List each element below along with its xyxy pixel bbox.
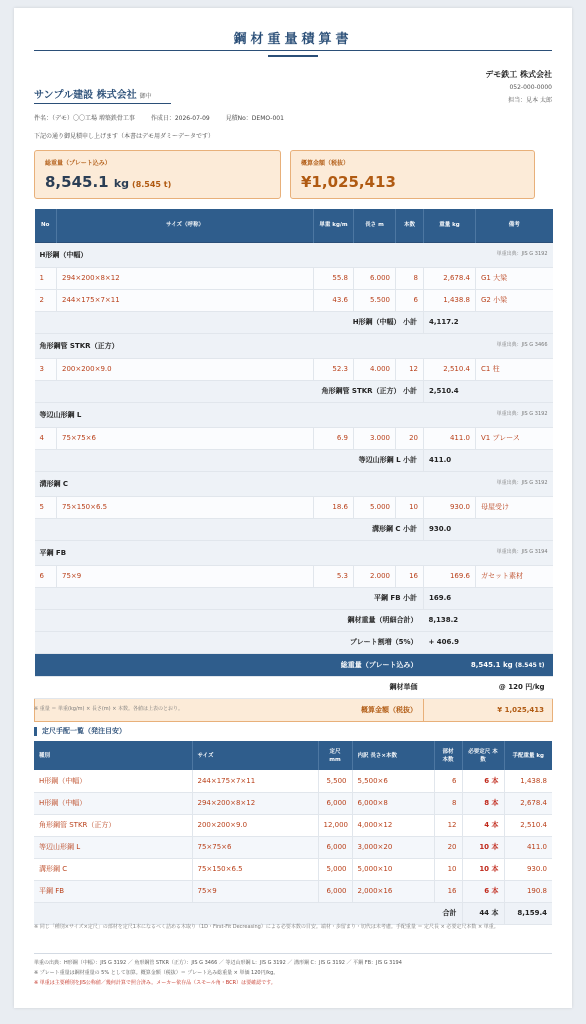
table-row [34, 836, 552, 858]
cth-std: 定尺 mm [318, 741, 352, 770]
document-title: 鋼材重量積算書 [233, 32, 353, 47]
cell-note: C1 柱 [476, 358, 553, 380]
cell-unit-weight: 6.9 [314, 427, 354, 449]
cut-cell-type: 溝形鋼 C [34, 858, 192, 880]
intro-text: 下記の通り御見積申し上げます（本書はデモ用ダミーデータです） [34, 133, 215, 140]
grand-total-row [35, 653, 553, 676]
cth-type: 種別 [34, 741, 192, 770]
subtotal-value: 930.0 [424, 518, 553, 540]
cut-cell-weight: 2,510.4 [504, 814, 552, 836]
group-name: H形鋼（中幅） [39, 250, 88, 259]
subtotal-row [35, 380, 553, 402]
group-header [35, 471, 553, 496]
subtotal-label: 角形鋼管 STKR（正方） 小計 [35, 380, 424, 402]
cell-qty: 12 [396, 358, 424, 380]
cell-size: 75×75×6 [57, 427, 314, 449]
subtotal-value: 411.0 [424, 449, 553, 471]
th-weight: 重量 kg [424, 209, 476, 242]
table-row [35, 565, 553, 587]
kpi-price-label: 概算金額（税抜） [301, 160, 350, 167]
cth-breakdown: 内訳 長さ×本数 [352, 741, 434, 770]
kpi-price-value: ¥1,025,413 [301, 173, 396, 191]
client-rule [34, 103, 171, 104]
material-total-value: 8,138.2 [424, 609, 553, 631]
table-row [35, 358, 553, 380]
subtotal-label: 溝形鋼 C 小計 [35, 518, 424, 540]
subtotal-label: 等辺山形鋼 L 小計 [35, 449, 424, 471]
th-no: No [35, 209, 57, 242]
cut-cell-weight: 930.0 [504, 858, 552, 880]
cell-size: 244×175×7×11 [57, 289, 314, 311]
material-total-label: 鋼材重量（明細合計） [35, 609, 424, 631]
cut-cell-need: 10 本 [462, 836, 504, 858]
table-row [34, 880, 552, 902]
cell-no: 1 [35, 267, 57, 289]
cell-length: 5.500 [354, 289, 396, 311]
cell-unit-weight: 43.6 [314, 289, 354, 311]
cut-total-label: 合計 [34, 902, 462, 924]
cut-cell-need: 6 本 [462, 880, 504, 902]
cell-size: 200×200×9.0 [57, 358, 314, 380]
th-size: サイズ（呼称） [57, 209, 314, 242]
table-row [35, 289, 553, 311]
subtotal-value: 4,117.2 [424, 311, 553, 333]
table-row [34, 858, 552, 880]
client-name [34, 86, 152, 101]
cut-note: ※ 同じ「種別×サイズ×定尺」の部材を定尺1本になるべく詰める木取り（1D・First-Fit Decreasing）による必要本数の目安。端材・歩留まり・切代は未考慮。手配重量 ＝ 定尺長 × 必要定尺本数 × 単重。 [34, 924, 499, 930]
cut-cell-std: 6,000 [318, 792, 352, 814]
group-header [35, 242, 553, 267]
group-name: 角形鋼管 STKR（正方） [39, 341, 119, 350]
cell-no: 3 [35, 358, 57, 380]
kpi-weight-number: 8,545.1 [45, 173, 109, 191]
cut-cell-weight: 2,678.4 [504, 792, 552, 814]
vendor-block [485, 68, 552, 107]
cell-weight: 1,438.8 [424, 289, 476, 311]
cut-total-row [34, 902, 552, 924]
cell-weight: 2,678.4 [424, 267, 476, 289]
cell-weight: 411.0 [424, 427, 476, 449]
meta-line [34, 113, 298, 122]
price-label: 概算金額（税抜） [35, 698, 424, 721]
meta-date: 作成日：2026-07-09 [150, 115, 210, 122]
cell-size: 75×9 [57, 565, 314, 587]
plate-value: + 406.9 [424, 631, 553, 653]
cut-cell-std: 12,000 [318, 814, 352, 836]
group-name: 溝形鋼 C [39, 479, 69, 488]
cut-cell-parts: 6 [434, 770, 462, 792]
cth-weight: 手配重量 kg [504, 741, 552, 770]
kpi-price [290, 150, 535, 199]
table-row [35, 267, 553, 289]
cut-cell-std: 6,000 [318, 836, 352, 858]
group-name: 等辺山形鋼 L [39, 410, 82, 419]
cut-total-need: 44 本 [462, 902, 504, 924]
cth-parts: 部材 本数 [434, 741, 462, 770]
client-name-text: サンプル建設 株式会社 [34, 90, 137, 101]
group-header [35, 402, 553, 427]
cut-cell-size: 294×200×8×12 [192, 792, 318, 814]
material-total-row [35, 609, 553, 631]
meta-number: 見積No：DEMO-001 [225, 115, 284, 122]
group-standard: 単重出典：JIS G 3194 [496, 548, 548, 555]
price-value: ¥ 1,025,413 [424, 698, 553, 721]
cell-unit-weight: 55.8 [314, 267, 354, 289]
cut-cell-breakdown: 5,500×6 [352, 770, 434, 792]
title-rule [34, 50, 552, 51]
unit-price-row [35, 676, 553, 698]
group-header [35, 333, 553, 358]
cut-cell-breakdown: 4,000×12 [352, 814, 434, 836]
footer-notes [34, 958, 552, 988]
subtotal-row [35, 449, 553, 471]
grand-total-label: 総重量（プレート込み） [35, 653, 424, 676]
subtotal-label: H形鋼（中幅） 小計 [35, 311, 424, 333]
client-honorific: 御中 [139, 93, 152, 100]
kpi-weight-value [45, 173, 270, 191]
footer-line-3: ※ 単重は主要種別をJIS公称値／幾何計算で照合済み。メーカー依存品（スモール角・BCR）は要確認です。 [34, 980, 276, 986]
cell-note: ガセット素材 [476, 565, 553, 587]
grand-total-sub: (8.545 t) [515, 661, 545, 669]
cut-cell-parts: 20 [434, 836, 462, 858]
table-row [35, 496, 553, 518]
weight-table-header [35, 209, 553, 242]
th-qty: 本数 [396, 209, 424, 242]
cut-cell-breakdown: 3,000×20 [352, 836, 434, 858]
cell-no: 5 [35, 496, 57, 518]
cell-length: 3.000 [354, 427, 396, 449]
cth-need: 必要定尺 本数 [462, 741, 504, 770]
cell-weight: 2,510.4 [424, 358, 476, 380]
unit-price-value: @ 120 円/kg [424, 676, 553, 698]
cut-cell-type: 等辺山形鋼 L [34, 836, 192, 858]
grand-total-cell [424, 653, 553, 676]
cell-unit-weight: 5.3 [314, 565, 354, 587]
table-row [34, 770, 552, 792]
cell-no: 2 [35, 289, 57, 311]
cell-note: V1 ブレース [476, 427, 553, 449]
kpi-total-weight [34, 150, 281, 199]
unit-price-label: 鋼材単価 [35, 676, 424, 698]
cell-qty: 6 [396, 289, 424, 311]
cut-cell-parts: 8 [434, 792, 462, 814]
group-header-row [35, 471, 553, 496]
cut-cell-weight: 190.8 [504, 880, 552, 902]
footer-rule [34, 953, 552, 954]
cell-no: 6 [35, 565, 57, 587]
footer-line-1: 単重の出典：H形鋼（中幅）：JIS G 3192 ／ 角形鋼管 STKR（正方）：JIS G 3466 ／ 等辺山形鋼 L：JIS G 3192 ／ 溝形鋼 C：JIS G 3192 ／ 平鋼 FB：JIS G 3194 [34, 960, 402, 966]
cut-cell-std: 6,000 [318, 880, 352, 902]
vendor-contact: 担当：見本 太郎 [508, 97, 552, 104]
grand-total-value: 8,545.1 kg [470, 660, 513, 669]
cut-table [34, 741, 552, 925]
plate-label: プレート割増（5%） [35, 631, 424, 653]
group-standard: 単重出典：JIS G 3466 [496, 341, 548, 348]
cut-cell-need: 10 本 [462, 858, 504, 880]
cth-size: サイズ [192, 741, 318, 770]
cut-cell-breakdown: 5,000×10 [352, 858, 434, 880]
cell-qty: 10 [396, 496, 424, 518]
cell-no: 4 [35, 427, 57, 449]
cut-cell-type: H形鋼（中幅） [34, 770, 192, 792]
cut-cell-type: 平鋼 FB [34, 880, 192, 902]
group-standard: 単重出典：JIS G 3192 [496, 410, 548, 417]
cell-qty: 16 [396, 565, 424, 587]
cell-length: 5.000 [354, 496, 396, 518]
table-row [34, 792, 552, 814]
cell-unit-weight: 52.3 [314, 358, 354, 380]
cell-size: 75×150×6.5 [57, 496, 314, 518]
cell-length: 4.000 [354, 358, 396, 380]
subtotal-label: 平鋼 FB 小計 [35, 587, 424, 609]
cut-cell-breakdown: 6,000×8 [352, 792, 434, 814]
cut-cell-size: 75×150×6.5 [192, 858, 318, 880]
cell-weight: 169.6 [424, 565, 476, 587]
group-name: 平鋼 FB [39, 548, 67, 557]
subtotal-row [35, 311, 553, 333]
cut-cell-type: H形鋼（中幅） [34, 792, 192, 814]
cell-length: 2.000 [354, 565, 396, 587]
cut-cell-size: 75×75×6 [192, 836, 318, 858]
cell-size: 294×200×8×12 [57, 267, 314, 289]
table-row [34, 814, 552, 836]
cell-note: G1 大梁 [476, 267, 553, 289]
group-standard: 単重出典：JIS G 3192 [496, 479, 548, 486]
group-header-row [35, 242, 553, 267]
cell-note: 母屋受け [476, 496, 553, 518]
th-length: 長さ m [354, 209, 396, 242]
meta-subject: 件名：（デモ）〇〇工場 増築鉄骨工事 [34, 115, 135, 122]
table-row [35, 427, 553, 449]
cell-qty: 8 [396, 267, 424, 289]
group-header-row [35, 402, 553, 427]
th-note: 備考 [476, 209, 553, 242]
kpi-weight-label: 総重量（プレート込み） [45, 160, 111, 167]
weight-note: ※ 重量 ＝ 単重(kg/m) × 長さ(m) × 本数。各値は上表のとおり。 [34, 706, 183, 712]
cell-weight: 930.0 [424, 496, 476, 518]
cut-cell-need: 8 本 [462, 792, 504, 814]
cut-cell-parts: 10 [434, 858, 462, 880]
cut-cell-need: 4 本 [462, 814, 504, 836]
vendor-name: デモ鉄工 株式会社 [485, 70, 552, 79]
cut-cell-weight: 411.0 [504, 836, 552, 858]
cut-cell-weight: 1,438.8 [504, 770, 552, 792]
group-header-row [35, 540, 553, 565]
subtotal-value: 169.6 [424, 587, 553, 609]
footer-line-2: ※ プレート重量は鋼材重量の 5% として加算。概算金額（税抜）＝ プレート込み総重量 × 単価 120円/kg。 [34, 970, 279, 976]
cut-total-weight: 8,159.4 [504, 902, 552, 924]
cell-note: G2 小梁 [476, 289, 553, 311]
group-standard: 単重出典：JIS G 3192 [496, 250, 548, 257]
title-accent [268, 55, 318, 57]
cell-length: 6.000 [354, 267, 396, 289]
vendor-tel: 052-000-0000 [509, 84, 552, 91]
group-header [35, 540, 553, 565]
weight-table [34, 209, 553, 722]
kpi-weight-unit: kg [113, 177, 130, 190]
subtotal-value: 2,510.4 [424, 380, 553, 402]
cut-cell-need: 6 本 [462, 770, 504, 792]
cut-cell-breakdown: 2,000×16 [352, 880, 434, 902]
cut-table-header [34, 741, 552, 770]
subtotal-row [35, 587, 553, 609]
plate-row [35, 631, 553, 653]
cut-cell-std: 5,500 [318, 770, 352, 792]
cut-cell-parts: 16 [434, 880, 462, 902]
group-header-row [35, 333, 553, 358]
cut-cell-type: 角形鋼管 STKR（正方） [34, 814, 192, 836]
cut-cell-size: 200×200×9.0 [192, 814, 318, 836]
cut-cell-std: 5,000 [318, 858, 352, 880]
th-unit-weight: 単重 kg/m [314, 209, 354, 242]
cut-cell-size: 244×175×7×11 [192, 770, 318, 792]
cell-unit-weight: 18.6 [314, 496, 354, 518]
kpi-weight-sub: (8.545 t) [132, 180, 172, 189]
cell-qty: 20 [396, 427, 424, 449]
estimate-sheet [14, 8, 572, 1008]
cut-cell-size: 75×9 [192, 880, 318, 902]
cut-section-title: 定尺手配一覧（発注目安） [34, 727, 126, 736]
cut-cell-parts: 12 [434, 814, 462, 836]
subtotal-row [35, 518, 553, 540]
